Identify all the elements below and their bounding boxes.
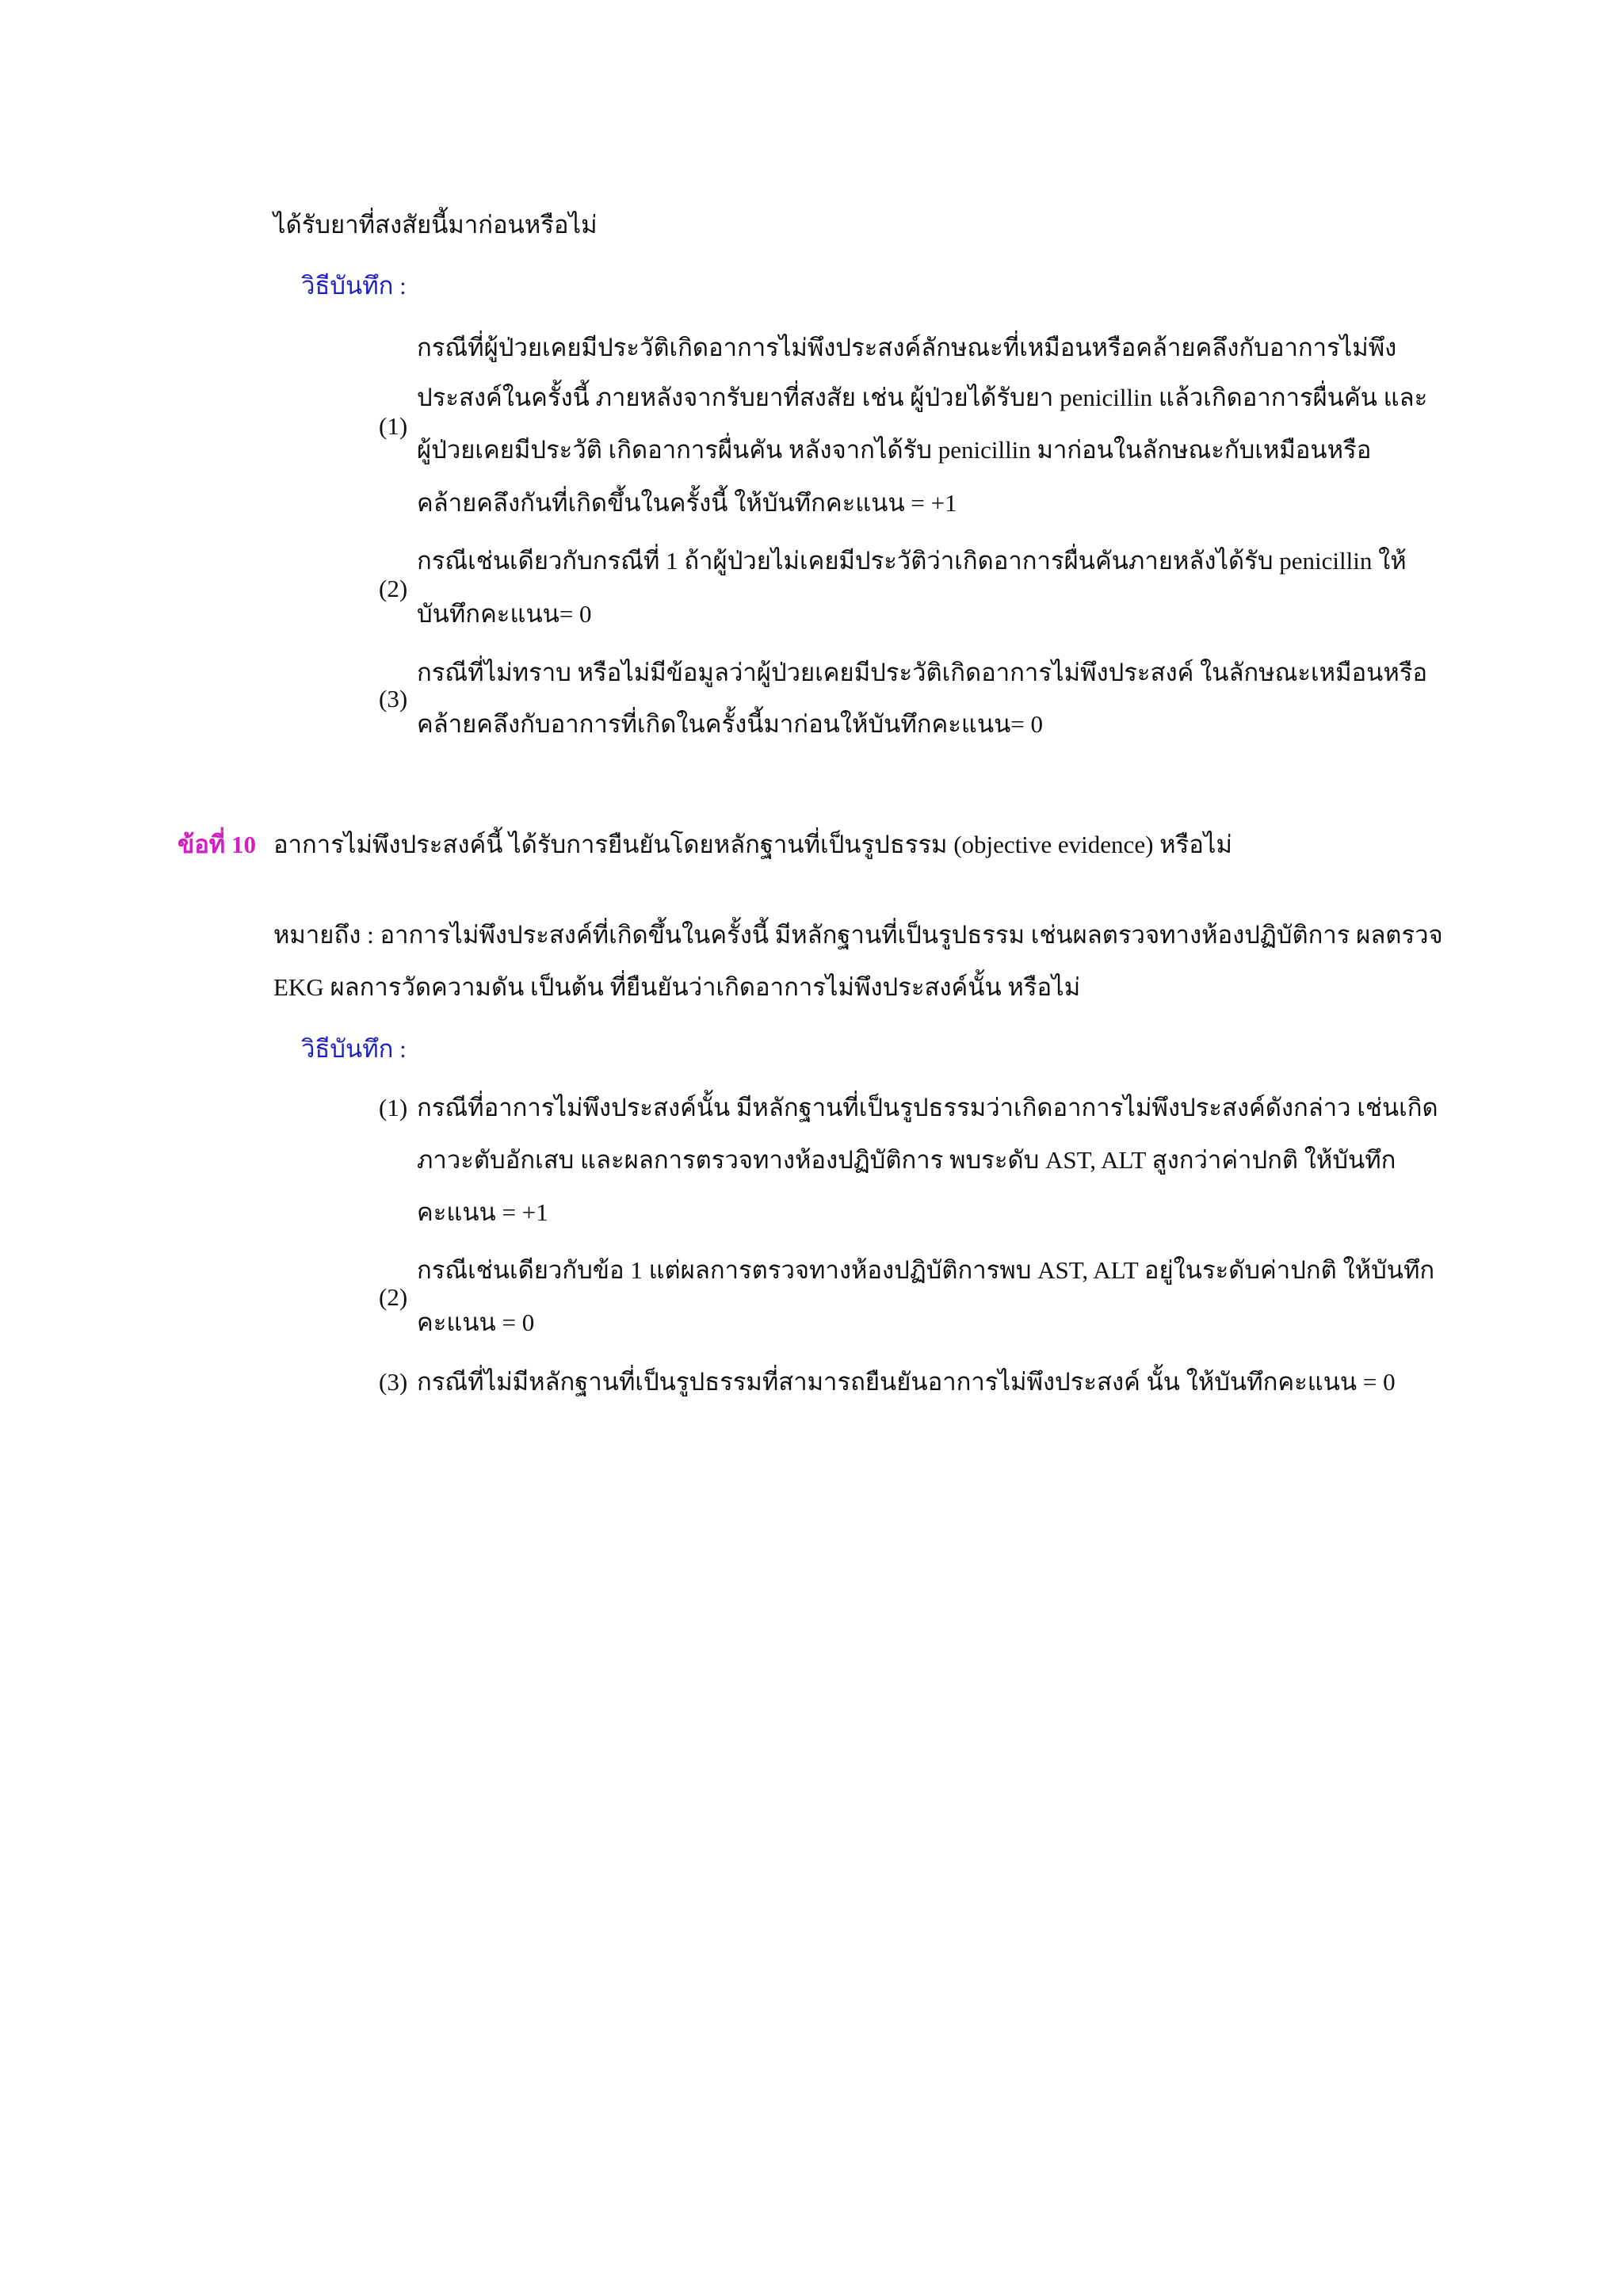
item-text-line: กรณีที่อาการไม่พึงประสงค์นั้น มีหลักฐานที่เป็นรูปธรรมว่าเกิดอาการไม่พึงประสงค์ดังกล่าว เช่นเกิด — [417, 1094, 1438, 1121]
item-text-line: ประสงค์ในครั้งนี้ ภายหลังจากรับยาที่สงสัย เช่น ผู้ป่วยได้รับยา penicillin แล้วเกิดอาการผื่นคัน และ — [417, 384, 1428, 411]
item-text-line: กรณีที่ไม่มีหลักฐานที่เป็นรูปธรรมที่สามารถยืนยันอาการไม่พึงประสงค์ นั้น ให้บันทึกคะแนน = 0 — [417, 1368, 1396, 1396]
meaning-line: หมายถึง : อาการไม่พึงประสงค์ที่เกิดขึ้นในครั้งนี้ มีหลักฐานที่เป็นรูปธรรม เช่นผลตรวจทางห้องปฏิบัติการ ผลตรวจ — [273, 921, 1443, 949]
method-label: วิธีบันทึก : — [301, 272, 407, 300]
intro-line: ได้รับยาที่สงสัยนี้มาก่อนหรือไม่ — [273, 211, 598, 239]
item-number: (2) — [379, 575, 408, 602]
item-text-line: คล้ายคลึงกันที่เกิดขึ้นในครั้งนี้ ให้บันทึกคะแนน = +1 — [417, 489, 957, 517]
item-text-line: กรณีที่ผู้ป่วยเคยมีประวัติเกิดอาการไม่พึงประสงค์ลักษณะที่เหมือนหรือคล้ายคลึงกับอาการไม่พึง — [417, 334, 1397, 361]
item-text-line: คล้ายคลึงกับอาการที่เกิดในครั้งนี้มาก่อนให้บันทึกคะแนน= 0 — [417, 710, 1044, 738]
item-text-line: กรณีเช่นเดียวกับกรณีที่ 1 ถ้าผู้ป่วยไม่เคยมีประวัติว่าเกิดอาการผื่นคันภายหลังได้รับ penicillin ให้ — [417, 547, 1407, 575]
meaning-line: EKG ผลการวัดความดัน เป็นต้น ที่ยืนยันว่าเกิดอาการไม่พึงประสงค์นั้น หรือไม่ — [273, 973, 1081, 1001]
item-text-line: คะแนน = +1 — [417, 1198, 548, 1226]
item-text-line: คะแนน = 0 — [417, 1308, 535, 1336]
item-text-line: ผู้ป่วยเคยมีประวัติ เกิดอาการผื่นคัน หลังจากได้รับ penicillin มาก่อนในลักษณะกับเหมือนหรือ — [417, 436, 1372, 464]
method-label: วิธีบันทึก : — [301, 1035, 407, 1063]
question-number: ข้อที่ 10 — [178, 831, 256, 858]
item-number: (3) — [379, 1368, 408, 1396]
item-text-line: บันทึกคะแนน= 0 — [417, 600, 592, 628]
item-text-line: ภาวะตับอักเสบ และผลการตรวจทางห้องปฏิบัติการ พบระดับ AST, ALT สูงกว่าค่าปกติ ให้บันทึก — [417, 1146, 1396, 1174]
item-text-line: กรณีที่ไม่ทราบ หรือไม่มีข้อมูลว่าผู้ป่วยเคยมีประวัติเกิดอาการไม่พึงประสงค์ ในลักษณะเหมือนหรือ — [417, 659, 1428, 686]
item-number: (2) — [379, 1283, 408, 1311]
item-number: (1) — [379, 1094, 408, 1121]
item-number: (3) — [379, 685, 408, 712]
item-number: (1) — [379, 412, 408, 440]
question-text: อาการไม่พึงประสงค์นี้ ได้รับการยืนยันโดยหลักฐานที่เป็นรูปธรรม (objective evidence) หรือไม่ — [273, 831, 1232, 858]
item-text-line: กรณีเช่นเดียวกับข้อ 1 แต่ผลการตรวจทางห้องปฏิบัติการพบ AST, ALT อยู่ในระดับค่าปกติ ให้บันทึก — [417, 1256, 1435, 1284]
